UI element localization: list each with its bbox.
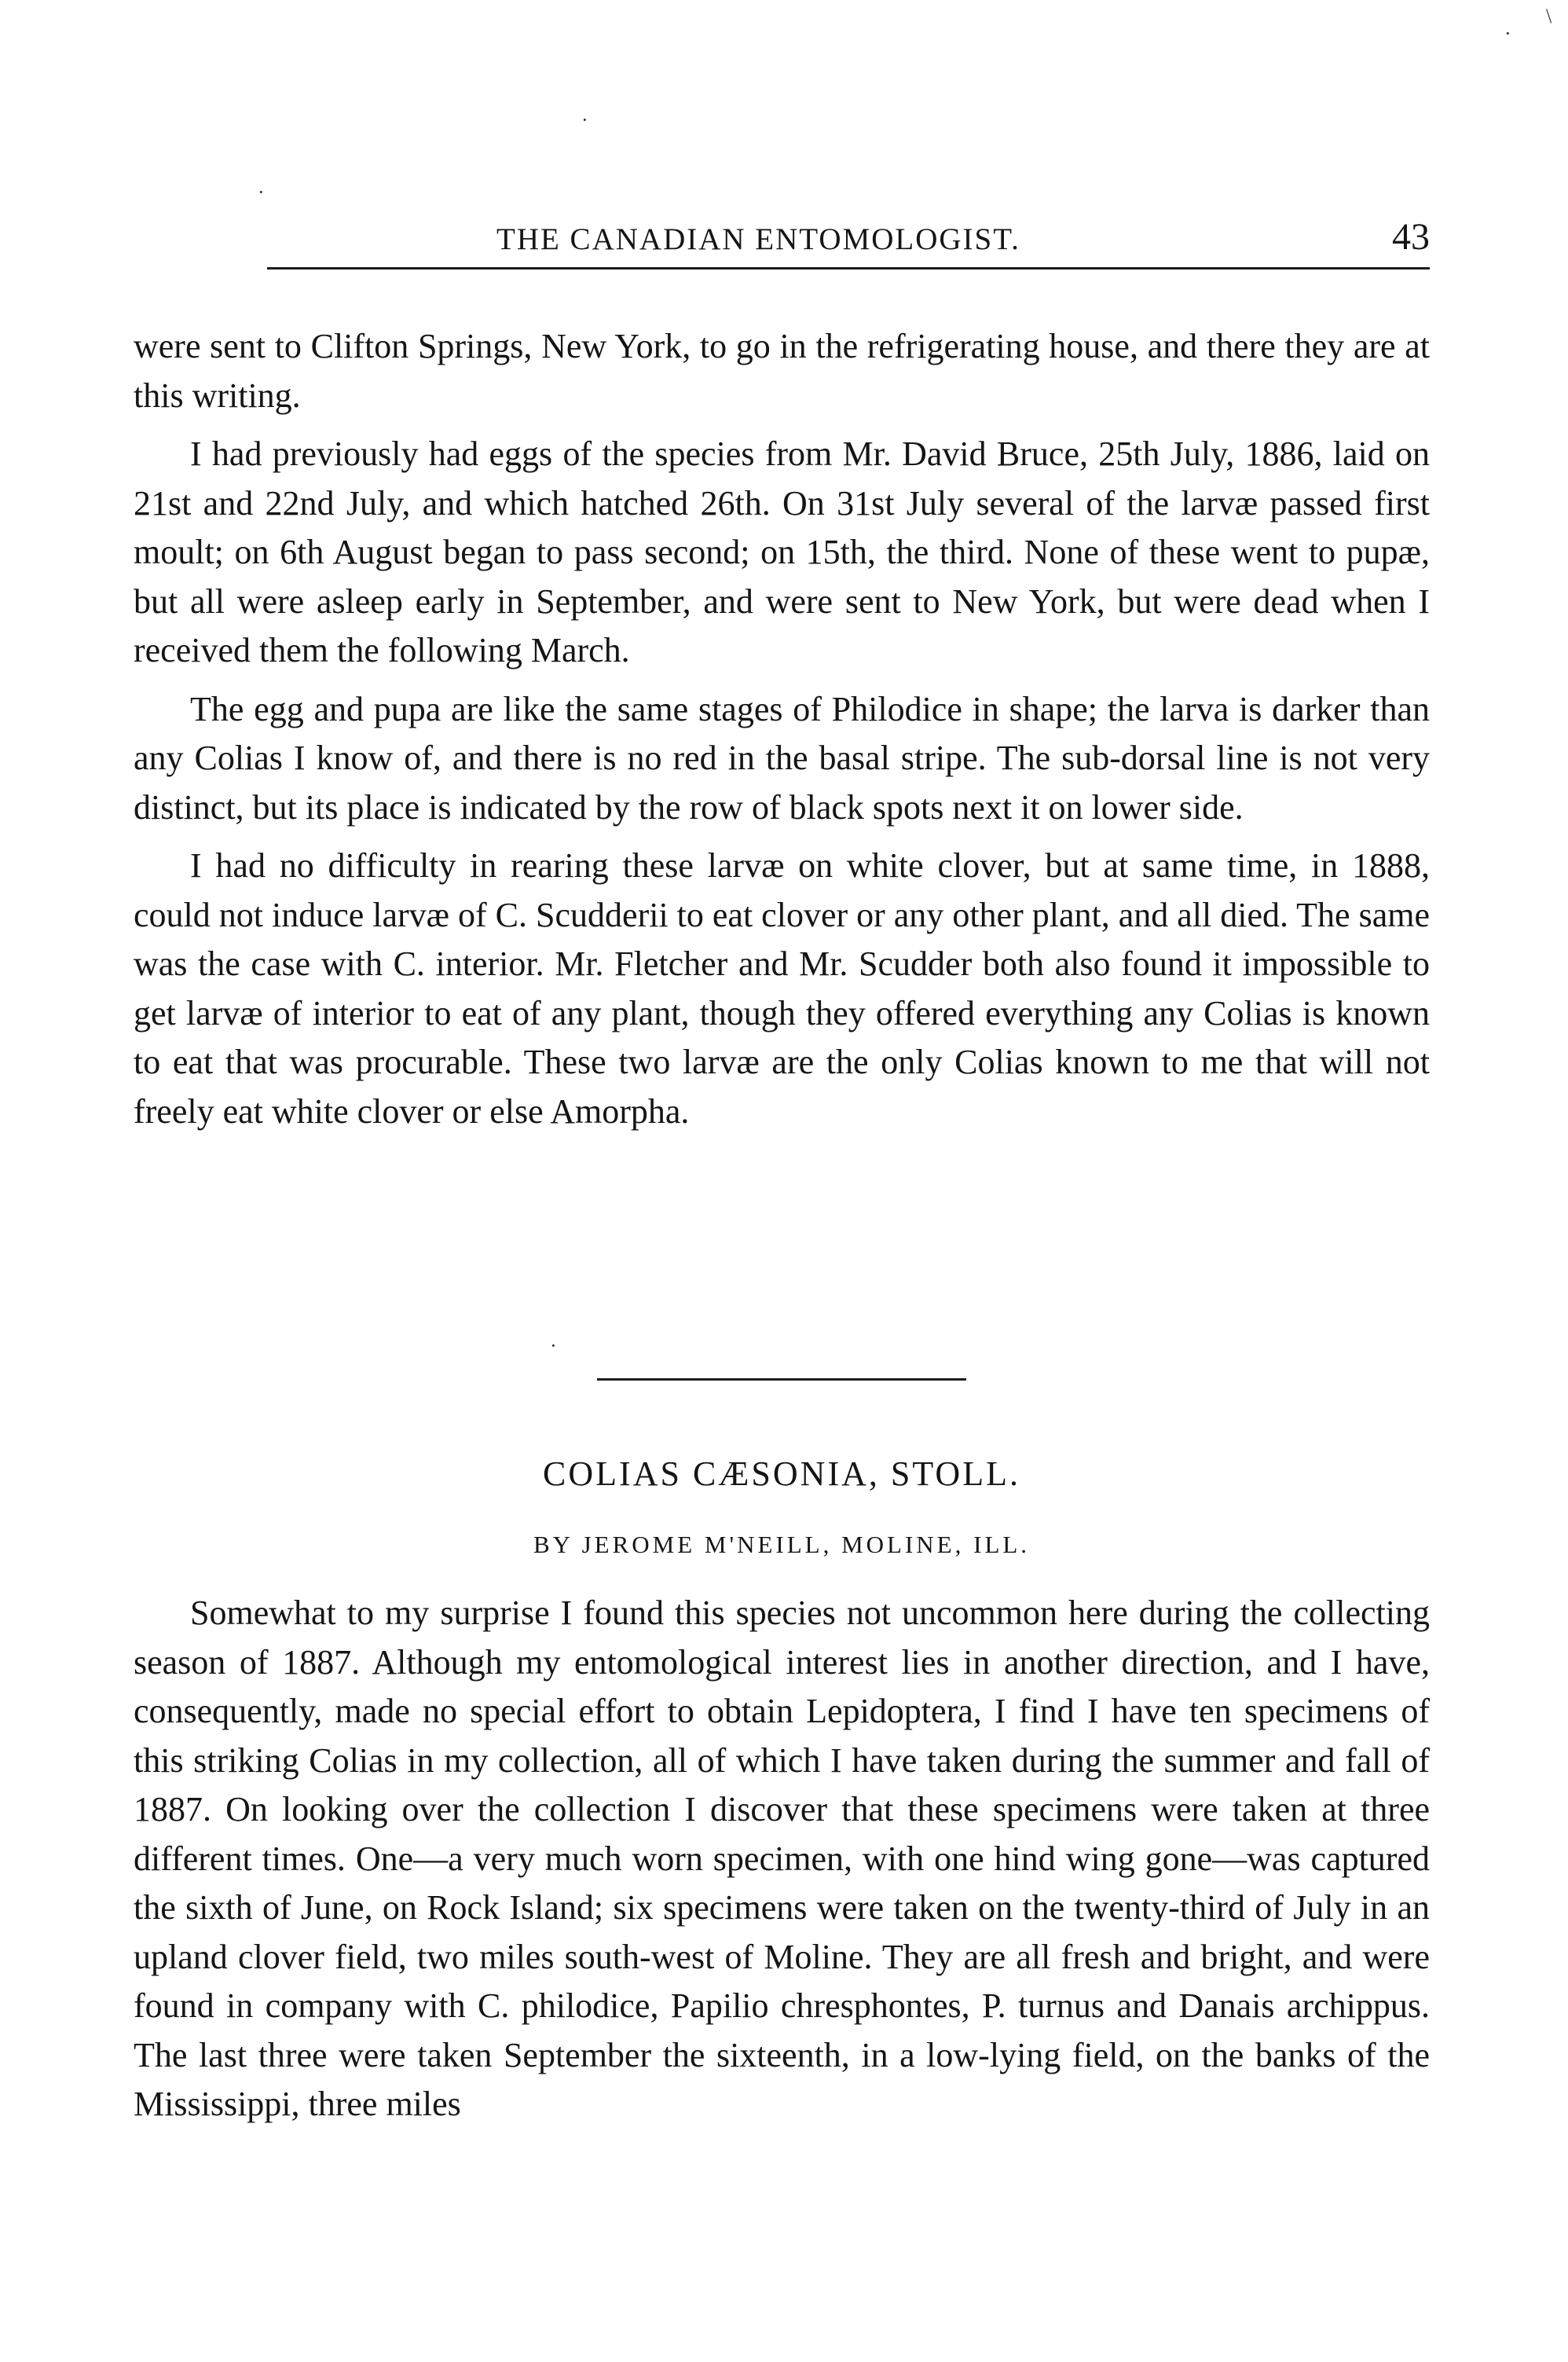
scan-speck: · bbox=[1504, 22, 1511, 45]
running-title: THE CANADIAN ENTOMOLOGIST. bbox=[496, 222, 1020, 256]
paragraph: Somewhat to my surprise I found this species not uncommon here during the collecting season of 1887. Although my entomological interest lies in another direction, and I have, consequently, made no special effort to obtain Lepidoptera, I find I have ten specimens of this striking Colias in my collection, all of which I have taken during the summer and fall of 1887. On looking over the collection I discover that these specimens were taken at three different times. One—a very much worn specimen, with one hind wing gone—was captured the sixth of June, on Rock Island; six specimens were taken on the twenty-third of July in an upland clover field, two miles south-west of Moline. They are all fresh and bright, and were found in company with C. philodice, Papilio chresphontes, P. turnus and Danais archippus. The last three were taken September the sixteenth, in a low-lying field, on the banks of the Mississippi, three miles bbox=[134, 1594, 1430, 2123]
article-byline: BY JEROME M'NEILL, MOLINE, ILL. bbox=[533, 1531, 1031, 1558]
scan-speck: · bbox=[581, 108, 588, 131]
paragraph: were sent to Clifton Springs, New York, to go in the refrigerating house, and there they are at this writing. bbox=[134, 327, 1430, 415]
scan-speck: · bbox=[550, 1334, 557, 1357]
article-body bbox=[134, 1589, 1430, 2129]
page-header bbox=[267, 212, 1430, 269]
page-number: 43 bbox=[1392, 216, 1430, 258]
paragraph: The egg and pupa are like the same stages of Philodice in shape; the larva is darker than any Colias I know of, and there is no red in the basal stripe. The sub-dorsal line is not very distinct, but its place is indicated by the row of black spots next it on lower side. bbox=[134, 689, 1430, 827]
scan-speck: \ bbox=[1546, 5, 1552, 28]
paragraph: I had no difficulty in rearing these larvæ on white clover, but at same time, in 1888, could not induce larvæ of C. Scudderii to eat clover or any other plant, and all died. The same was the case with C. interior. Mr. Fletcher and Mr. Scudder both also found it impossible to get larvæ of interior to eat of any plant, though they offered everything any Colias is known to eat that was procurable. These two larvæ are the only Colias known to me that will not freely eat white clover or else Amorpha. bbox=[134, 846, 1430, 1131]
article-title: COLIAS CÆSONIA, STOLL. bbox=[543, 1454, 1020, 1493]
continuation-text bbox=[134, 322, 1430, 1136]
section-separator bbox=[597, 1378, 966, 1381]
paragraph: I had previously had eggs of the species from Mr. David Bruce, 25th July, 1886, laid on 21st and 22nd July, and which hatched 26th. On 31st July several of the larvæ passed first moult; on 6th August began to pass second; on 15th, the third. None of these went to pupæ, but all were asleep early in September, and were sent to New York, but were dead when I received them the following March. bbox=[134, 435, 1430, 669]
header-rule bbox=[267, 267, 1430, 270]
scan-speck: · bbox=[258, 181, 265, 204]
